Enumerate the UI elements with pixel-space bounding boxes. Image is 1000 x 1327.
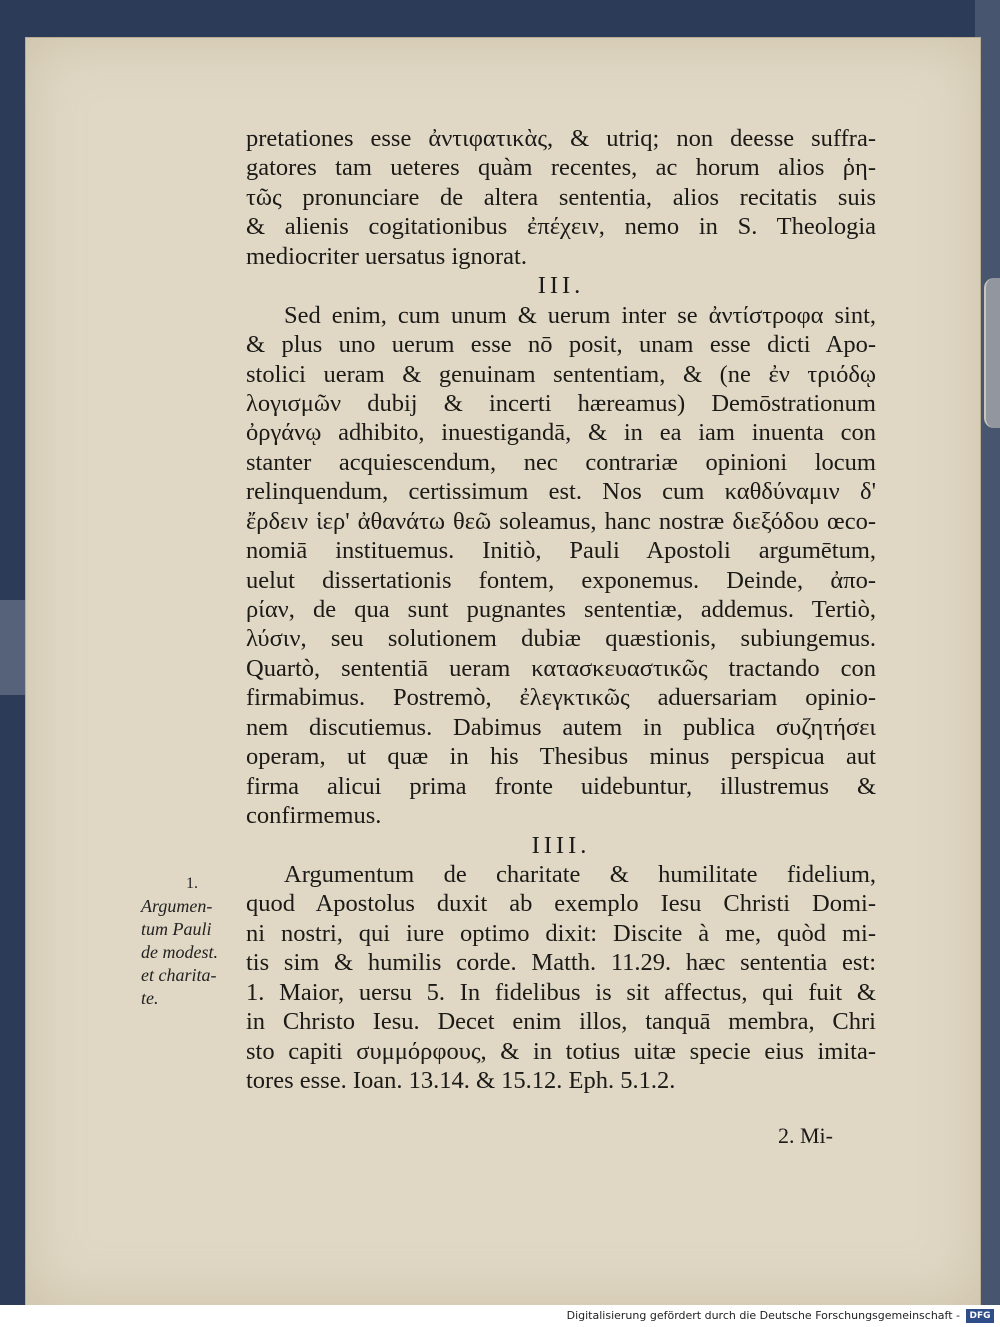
body-text xyxy=(246,124,876,1095)
text-line: 1. Maior, uersu 5. In fidelibus is sit affectus, qui fuit & xyxy=(246,978,876,1006)
marginal-note xyxy=(141,872,251,1010)
text-line: nem discutiemus. Dabimus autem in publica συζητήσει xyxy=(246,713,876,741)
section-number: IIII. xyxy=(531,831,591,859)
text-line: pretationes esse ἀντιφατικὰς, & utriq; non deesse suffra- xyxy=(246,125,876,152)
text-line: quod Apostolus duxit ab exemplo Iesu Christi Domi- xyxy=(246,890,876,918)
text-line: & plus uno uerum esse nō posit, unam esse dicti Apo- xyxy=(246,331,876,359)
text-line: stanter acquiescendum, nec contrariæ opinioni locum xyxy=(246,448,876,476)
text-line: in Christo Iesu. Decet enim illos, tanquā membra, Chri xyxy=(246,1008,876,1036)
marginal-line: te. xyxy=(141,988,159,1008)
text-line: λύσιν, seu solutionem dubiæ quæstionis, subiungemus. xyxy=(246,625,876,653)
text-line: gatores tam ueteres quàm recentes, ac horum alios ῥη- xyxy=(246,154,876,182)
text-line: relinquendum, certissimum est. Nos cum καθδύναμιν δ' xyxy=(246,478,876,506)
dfg-logo-icon[interactable]: DFG xyxy=(966,1309,994,1323)
text-line: nomiā instituemus. Initiò, Pauli Apostoli argumētum, xyxy=(246,537,876,565)
marginal-line: Argumen- xyxy=(141,896,213,916)
text-line: firmabimus. Postremò, ἐλεγκτικῶς aduersariam opinio- xyxy=(246,684,876,712)
text-line: stolici ueram & genuinam sententiam, & (ne ἐν τριόδῳ xyxy=(246,360,876,388)
text-line: & alienis cogitationibus ἐπέχειν, nemo in S. Theologia xyxy=(246,213,876,241)
book-page xyxy=(26,38,980,1305)
section-number: III. xyxy=(537,272,585,300)
text-line: mediocriter uersatus ignorat. xyxy=(246,242,527,270)
text-line: ὀργάνῳ adhibito, inuestigandā, & in ea iam inuenta con xyxy=(246,419,876,447)
text-line: firma alicui prima fronte uidebuntur, illustremus & xyxy=(246,772,876,800)
marginal-line: et charita- xyxy=(141,965,217,985)
text-line: τῶς pronunciare de altera sententia, alios recitatis suis xyxy=(246,183,876,211)
text-line: ρίαν, de qua sunt pugnantes sententiæ, addemus. Tertiò, xyxy=(246,596,876,623)
text-line: Argumentum de charitate & humilitate fidelium, xyxy=(284,860,876,888)
text-line: λογισμῶν dubij & incerti hæreamus) Demōstrationum xyxy=(246,389,876,417)
text-line: tis sim & humilis corde. Matth. 11.29. hæc sententia est: xyxy=(246,949,876,977)
text-line: Quartò, sententiā ueram κατασκευαστικῶς tractando con xyxy=(246,654,876,682)
text-line: uelut dissertationis fontem, exponemus. Deinde, ἀπο- xyxy=(246,566,876,594)
text-line: operam, ut quæ in his Thesibus minus perspicua aut xyxy=(246,743,876,771)
text-line: Sed enim, cum unum & uerum inter se ἀντίστροφα sint, xyxy=(284,301,876,329)
text-line: tores esse. Ioan. 13.14. & 15.12. Eph. 5.1.2. xyxy=(246,1067,676,1094)
marginal-line: tum Pauli xyxy=(141,919,212,939)
marginal-line: de modest. xyxy=(141,942,218,962)
catchword: 2. Mi- xyxy=(778,1123,833,1148)
text-line: confirmemus. xyxy=(246,802,382,830)
bookmark-ribbon xyxy=(984,278,1000,428)
text-line: ἔρδειν ἱερ' ἀθανάτω θεῶ soleamus, hanc nostræ διεξόδου œco- xyxy=(246,507,876,535)
marginal-number: 1. xyxy=(186,875,198,892)
footer-bar xyxy=(0,1305,1000,1327)
text-line: ni nostri, qui iure optimo dixit: Discite à me, quòd mi- xyxy=(246,919,876,947)
text-line: sto capiti συμμόρφους, & in totius uitæ specie eius imita- xyxy=(246,1037,876,1065)
footer-credit: Digitalisierung gefördert durch die Deutsche Forschungsgemeinschaft - xyxy=(566,1309,960,1322)
